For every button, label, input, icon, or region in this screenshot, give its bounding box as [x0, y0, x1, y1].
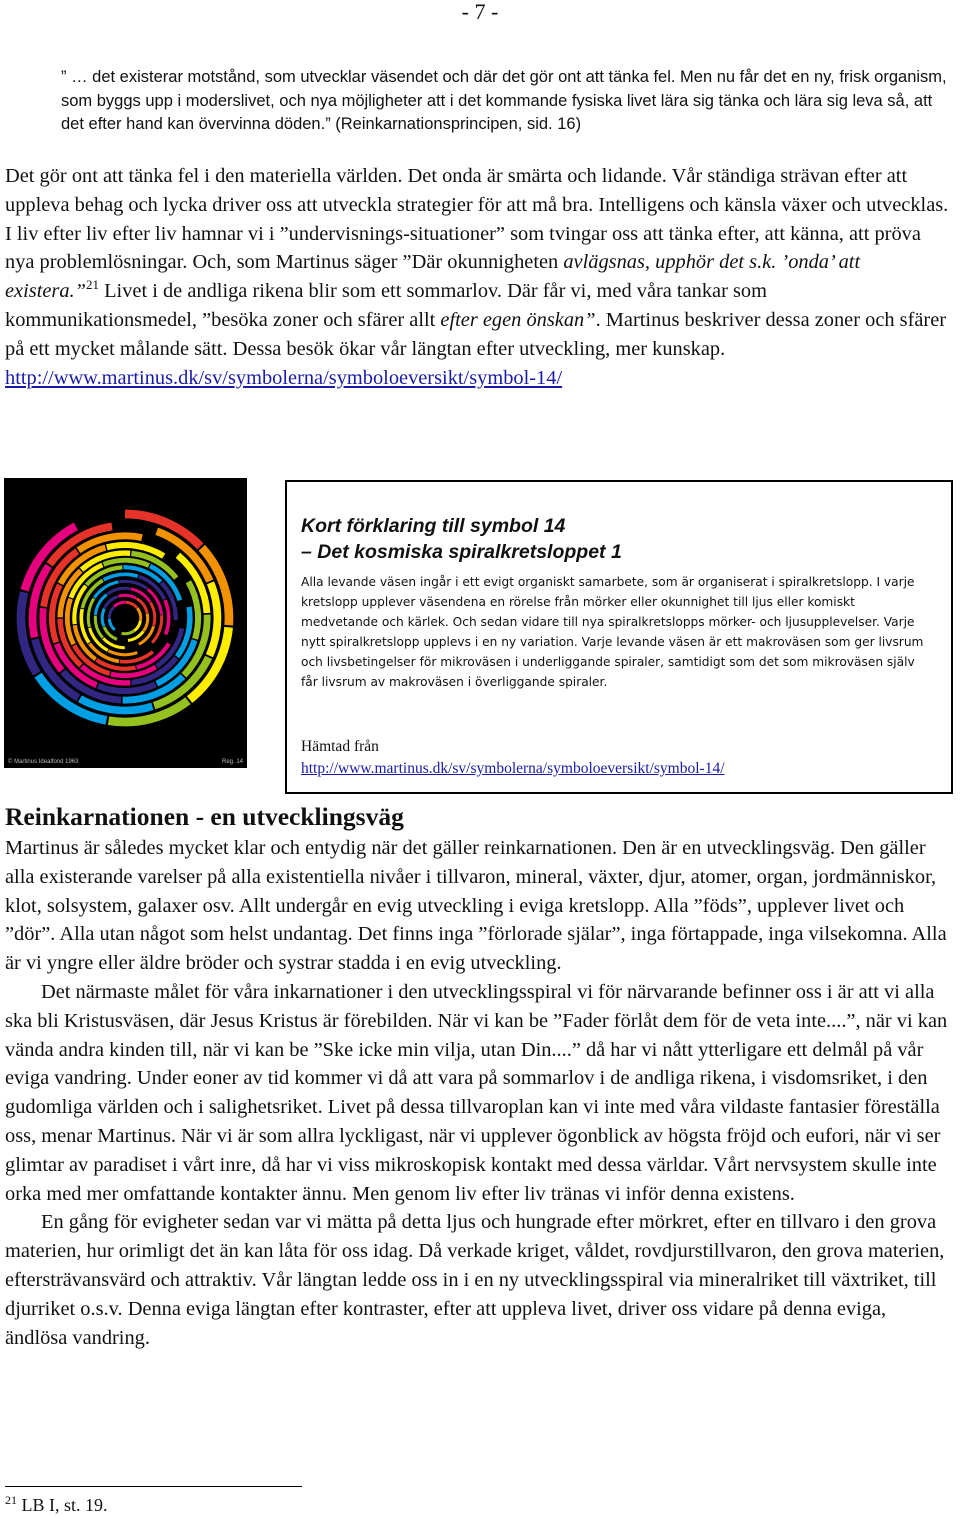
p2-text: Livet i de andliga rikena blir som ett sommarlov. Där får vi, med våra tankar som kommunikationsmedel, ”besöka zoner och sfärer allt	[5, 280, 767, 331]
spiral-segment	[107, 588, 130, 594]
page-number: - 7 -	[461, 0, 499, 24]
spiral-segment	[137, 608, 141, 620]
image-reg: Reg. 14	[221, 759, 243, 765]
spiral-segment	[88, 599, 94, 628]
spiral-segment	[165, 600, 169, 634]
footnote-ref[interactable]: 21	[86, 277, 99, 293]
footnote	[5, 1494, 108, 1516]
infobox-title: Kort förklaring till symbol 14	[301, 515, 566, 537]
spiral-segment	[103, 638, 125, 647]
p2-italic: efter egen önskan”	[440, 308, 596, 331]
spiral-segment	[108, 651, 137, 655]
section-heading: Reinkarnationen - en utvecklingsväg	[5, 802, 404, 831]
spiral-segment	[109, 619, 115, 630]
spiral-segment	[119, 595, 137, 598]
footnote-divider	[5, 1486, 302, 1487]
section2-text	[5, 834, 950, 1352]
footnote-number: 21	[5, 1493, 17, 1507]
section2-paragraph-3: En gång för evigheter sedan var vi mätta på detta ljus och hungrade efter mörkret, efter en tillvaro i den grova materien, hur orimligt det än kan låta för oss idag. Då verkade kriget, våldet, rovdjurstillvaron, den grova materien, eftersträvansvärd och attraktiv. Vår längtan ledde oss in i en ny utvecklingsspiral via mineralriket till växtriket, till djurriket o.s.v. Denna eviga längtan efter kontraster, efter att uppleva livet, driver oss vidare på denna eviga, ändlösa vandring.	[5, 1211, 945, 1349]
image-copyright: © Martinus Idealfond 1963	[8, 759, 79, 765]
symbol-14-image	[4, 478, 247, 768]
spiral-center	[115, 608, 135, 628]
martinus-symbol-link[interactable]: http://www.martinus.dk/sv/symbolerna/symboloeversikt/symbol-14/	[5, 366, 563, 389]
spiral-segment	[209, 583, 217, 656]
section2-paragraph-1: Martinus är således mycket klar och entydig när det gäller reinkarnationen. Den är en utvecklingsväg. Den gäller alla existerande varelser på alla existentiella nivåer i tillvaron, mineral, växter, djur, atomer, organ, jordmänniskor, klot, solsystem, galaxer osv. Allt undergår en evig utveckling i eviga kretslopp. Alla ”föds”, upplever livet och ”dör”. Alla utan något som helst undantag. Det finns inga ”förlorade själar”, inga förtappade, inga vilsekomna. Alla är vi yngre eller äldre bröder och systrar stadda i en evig utveckling.	[5, 837, 947, 975]
spiral-segment	[150, 602, 154, 625]
spiral-segment	[134, 620, 141, 631]
spiral-segment	[104, 560, 150, 565]
spiral-segment	[122, 631, 134, 634]
infobox-source	[301, 736, 725, 780]
source-link[interactable]: http://www.martinus.dk/sv/symbolerna/symboloeversikt/symbol-14/	[301, 760, 725, 777]
spiral-segment	[109, 607, 114, 619]
p2-after: . Martinus beskriver dessa zoner och sfärer på ett mycket målande sätt. Dessa besök ökar vår längtan efter utveckling, mer kunskap.	[5, 308, 947, 360]
section1-paragraph	[5, 162, 950, 364]
spiral-segment	[104, 574, 138, 580]
spiral-symbol-icon	[4, 478, 247, 768]
section1-link-line	[5, 364, 950, 393]
spiral-segment	[114, 602, 126, 606]
infobox-subtitle: – Det kosmiska spiralkretsloppet 1	[301, 541, 622, 563]
infobox-body: Alla levande väsen ingår i ett evigt organiskt samarbete, som är organiserat i spiralkretslopp. I varje kretslopp upplever väsendena en rörelse från mörker eller okunnighet till ljus eller komiskt medvetande och kärlek. Och sedan vidare till nya spiralkretslopps mörker- och ljusupplevelser. Varje nytt spiralkretslopp upplevs i en ny variation. Varje levande väsen är ett makroväsen som ger livsrum och livsbetingelser för mikroväsen i underliggande spiraler, samtidigt som det som mikroväsen själv får livsrum av makroväsen i överliggande spiraler.	[301, 575, 924, 690]
p1-italic: avlägsnas, upphör det s.k. ’onda’ att existera.”	[5, 251, 861, 303]
symbol-explanation-box	[285, 480, 953, 794]
quote-paragraph: ” … det existerar motstånd, som utvecklar väsendet och där det gör ont att tänka fel. Men nu får det en ny, frisk organism, som byggs upp i moderslivet, och nya möjligheter att i det kommande fysiska livet lära sig tänka och lära sig leva så, att det efter hand kan övervinna döden.” (Reinkarnationsprincipen, sid. 16)	[61, 68, 947, 134]
source-label: Hämtad från	[301, 738, 379, 755]
section1-text	[5, 162, 950, 392]
section2-paragraph-2: Det närmaste målet för våra inkarnationer i den utvecklingsspiral vi för närvarande befinner oss i är att vi alla ska bli Kristusväsen, där Jesus Kristus är förebilden. När vi kan be ”Fader förlåt dem för de veta inte....”, när vi kan vända andra kinden till, när vi kan be ”Ske icke min vilja, utan Din....” då har vi nått ytterligare ett delmål på vår eviga vandring. Under eoner av tid kommer vi då att vara på sommarlov i de andliga rikena, i visdomsriket, i den gudomliga världen och i salighetsriket. Livet på dessa tillvaroplan kan vi inte med våra vildaste fantasier föreställa oss, menar Martinus. När vi är som allra lyckligast, när vi upplever ögonblick av högsta fröjd och eufori, när vi ser glimtar av paradiset i vårt inre, då har vi viss mikroskopisk kontakt med dessa världar. Vårt nervsystem skulle inte orka med mer omfattande kontakter ännu. Men genom liv efter liv tränas vi inför denna existens.	[5, 980, 948, 1205]
spiral-segment	[102, 609, 104, 627]
spiral-segment	[126, 602, 137, 608]
spiral-segment	[137, 644, 169, 668]
footnote-text: LB I, st. 19.	[17, 1495, 108, 1515]
spiral-segment	[144, 613, 148, 631]
p1-text: Det gör ont att tänka fel i den materiella världen. Det onda är smärta och lidande. Vår ständiga strävan efter att uppleva behag och lycka driver oss att utveckla strategier för att må bra. Intelligens och känsla växer och utvecklas. I liv efter liv efter liv hamnar vi i ”undervisnings-situationer” som tvingar oss att tänka efter, att känna, att pröva nya problemlösningar. Och, som Martinus säger ”Där okunnigheten	[5, 165, 949, 274]
spiral-segment	[157, 628, 182, 666]
